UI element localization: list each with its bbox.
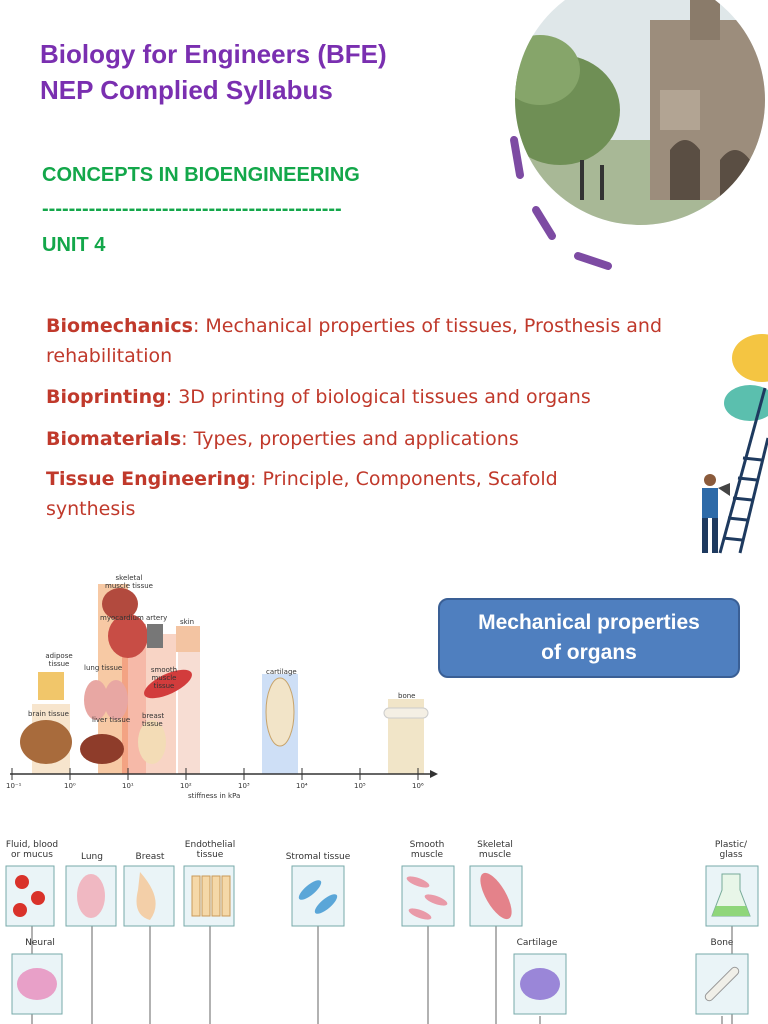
label-neural: Neural [25, 938, 55, 948]
label-bone: bone [398, 692, 416, 700]
axis-tick: 10⁴ [296, 782, 308, 790]
topic-term: Biomaterials [46, 428, 182, 450]
label-adipose: adipose tissue [45, 652, 73, 668]
label-cartilage: cartilage [266, 668, 297, 676]
topic-desc: : Types, properties and applications [181, 428, 519, 450]
label-endothelial: Endothelial tissue [184, 840, 236, 860]
topic-biomaterials [46, 424, 686, 454]
axis-tick: 10⁵ [354, 782, 366, 790]
callout-line1: Mechanical properties [478, 611, 700, 634]
topic-term: Bioprinting [46, 386, 166, 408]
building-illustration [500, 0, 768, 280]
main-title-line1: Biology for Engineers (BFE) [40, 39, 387, 69]
topic-tissue-engineering [46, 464, 606, 524]
topic-term: Tissue Engineering [46, 468, 251, 490]
label-lung: lung tissue [84, 664, 123, 672]
topic-desc: : Principle, Components, Scafold synthesis [46, 468, 558, 520]
main-title-line2: NEP Complied Syllabus [40, 75, 333, 105]
label-brain: brain tissue [28, 710, 69, 718]
label-smooth-muscle: smooth muscle tissue [150, 666, 178, 690]
axis-tick: 10⁻¹ [6, 782, 22, 790]
label-myocardium: myocardium [100, 614, 144, 622]
label-skeletal-muscle: skeletal muscle tissue [105, 574, 153, 590]
label-smooth-muscle-row: Smooth muscle [409, 840, 445, 860]
ladder-illustration [690, 318, 768, 558]
topic-desc: : 3D printing of biological tissues and organs [165, 386, 591, 408]
label-breast-row: Breast [135, 852, 165, 862]
unit-label: UNIT 4 [42, 234, 106, 256]
label-cartilage-row: Cartilage [516, 938, 558, 948]
label-lung-row: Lung [81, 852, 103, 862]
label-artery: artery [146, 614, 168, 622]
tissue-row-figure [0, 860, 768, 1024]
topic-biomechanics [46, 311, 686, 371]
topic-term: Biomechanics [46, 315, 193, 337]
label-stromal: Stromal tissue [285, 852, 351, 862]
topic-bioprinting [46, 382, 686, 412]
axis-tick: 10¹ [122, 782, 134, 790]
axis-label: stiffness in kPa [188, 792, 241, 800]
axis-tick: 10² [180, 782, 192, 790]
callout-box [438, 598, 740, 678]
label-breast: breast tissue [142, 712, 165, 728]
label-plastic-glass: Plastic/ glass [714, 840, 748, 860]
axis-tick: 10⁶ [412, 782, 424, 790]
label-bone-row: Bone [710, 938, 734, 948]
label-skeletal-muscle-row: Skeletal muscle [477, 840, 513, 860]
axis-tick: 10⁰ [64, 782, 76, 790]
stiffness-figure [0, 574, 440, 806]
topic-desc: : Mechanical properties of tissues, Prosthesis and rehabilitation [46, 315, 663, 367]
subtitle: CONCEPTS IN BIOENGINEERING [42, 164, 360, 186]
label-liver: liver tissue [92, 716, 131, 724]
axis-tick: 10³ [238, 782, 250, 790]
divider-line: --------------------------------------------- [42, 198, 342, 220]
callout-line2: of organs [541, 641, 637, 664]
label-fluid: Fluid, blood or mucus [5, 840, 59, 860]
label-skin: skin [180, 618, 195, 626]
